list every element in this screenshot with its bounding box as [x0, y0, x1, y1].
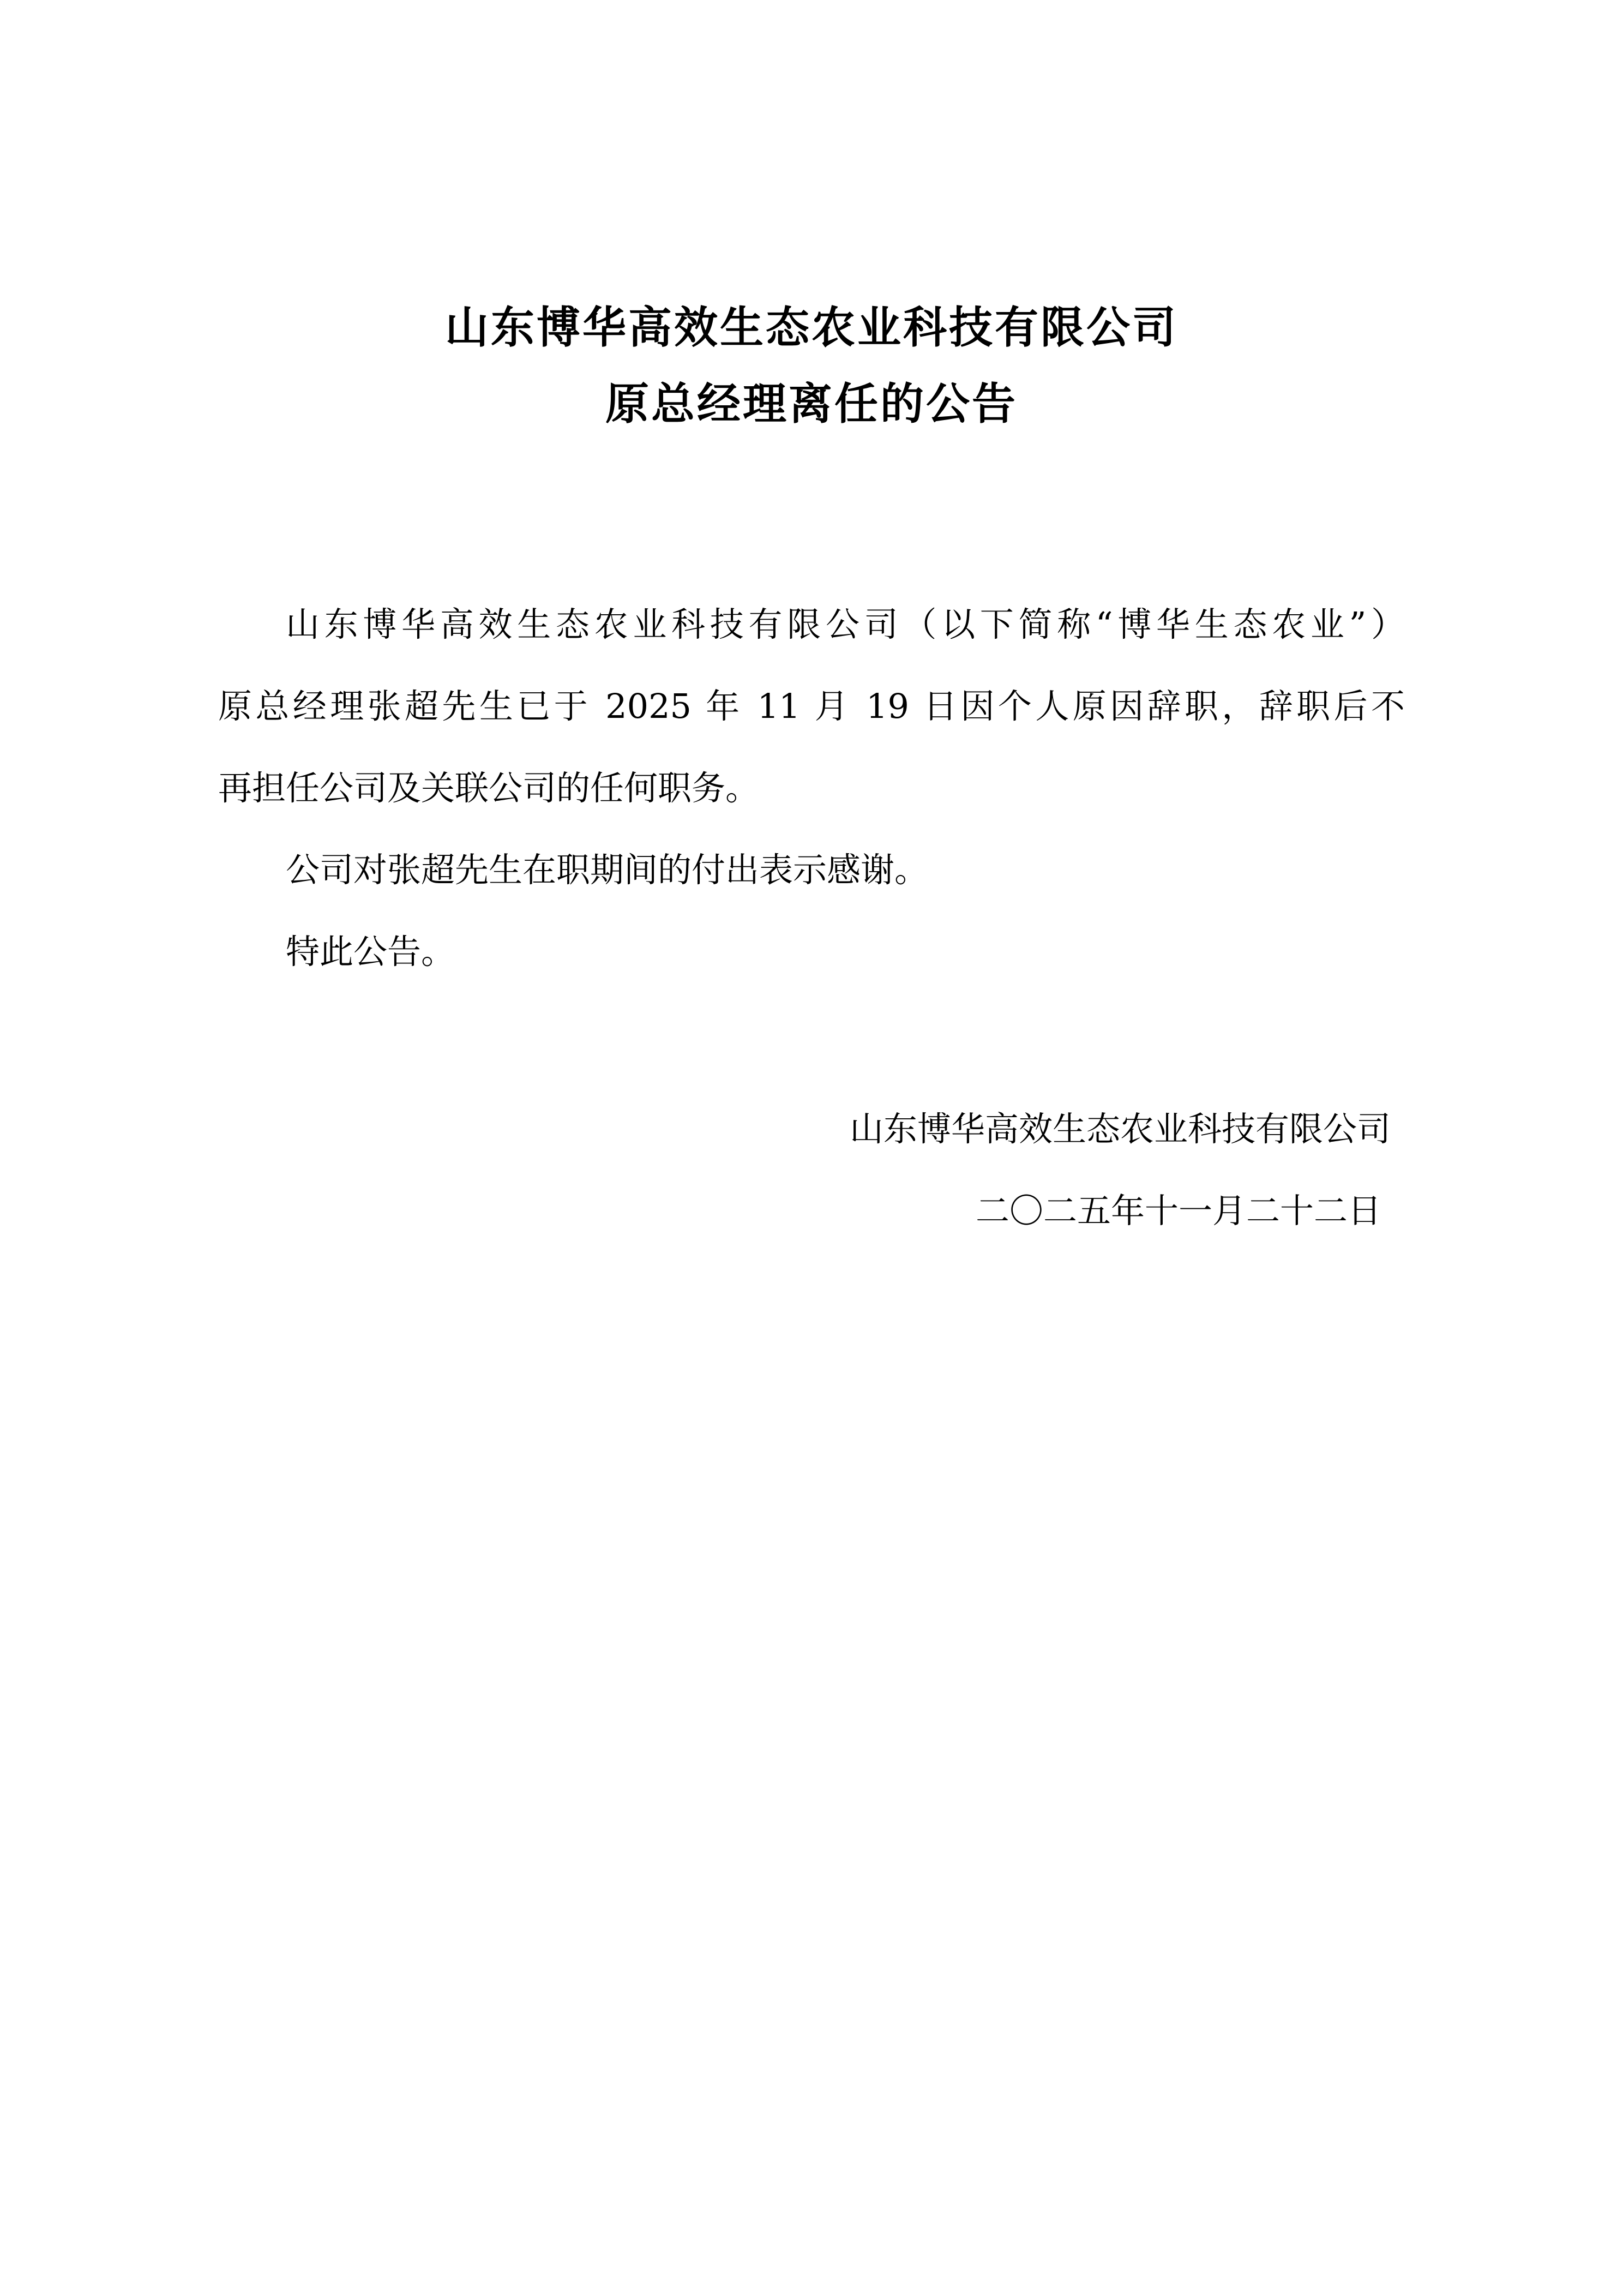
paragraph-1-line-2: 原总经理张超先生已于 2025 年 11 月 19 日因个人原因辞职，辞职后不 [218, 686, 1405, 726]
signature-company-name: 山东博华高效生态农业科技有限公司 [849, 1109, 1391, 1149]
paragraph-1-line-1: 山东博华高效生态农业科技有限公司（以下简称“博华生态农业”） [286, 604, 1405, 644]
title-company-name: 山东博华高效生态农业科技有限公司 [445, 302, 1178, 353]
signature-date: 二〇二五年十一月二十二日 [975, 1191, 1381, 1231]
paragraph-1-line-3: 再担任公司及关联公司的任何职务。 [218, 768, 760, 808]
paragraph-3: 特此公告。 [286, 932, 455, 972]
signature-block [218, 1088, 1405, 1252]
document-title [218, 289, 1405, 442]
document-body [218, 584, 1405, 993]
title-announcement-subject: 原总经理离任的公告 [605, 378, 1018, 429]
paragraph-2: 公司对张超先生在职期间的付出表示感谢。 [286, 850, 929, 890]
